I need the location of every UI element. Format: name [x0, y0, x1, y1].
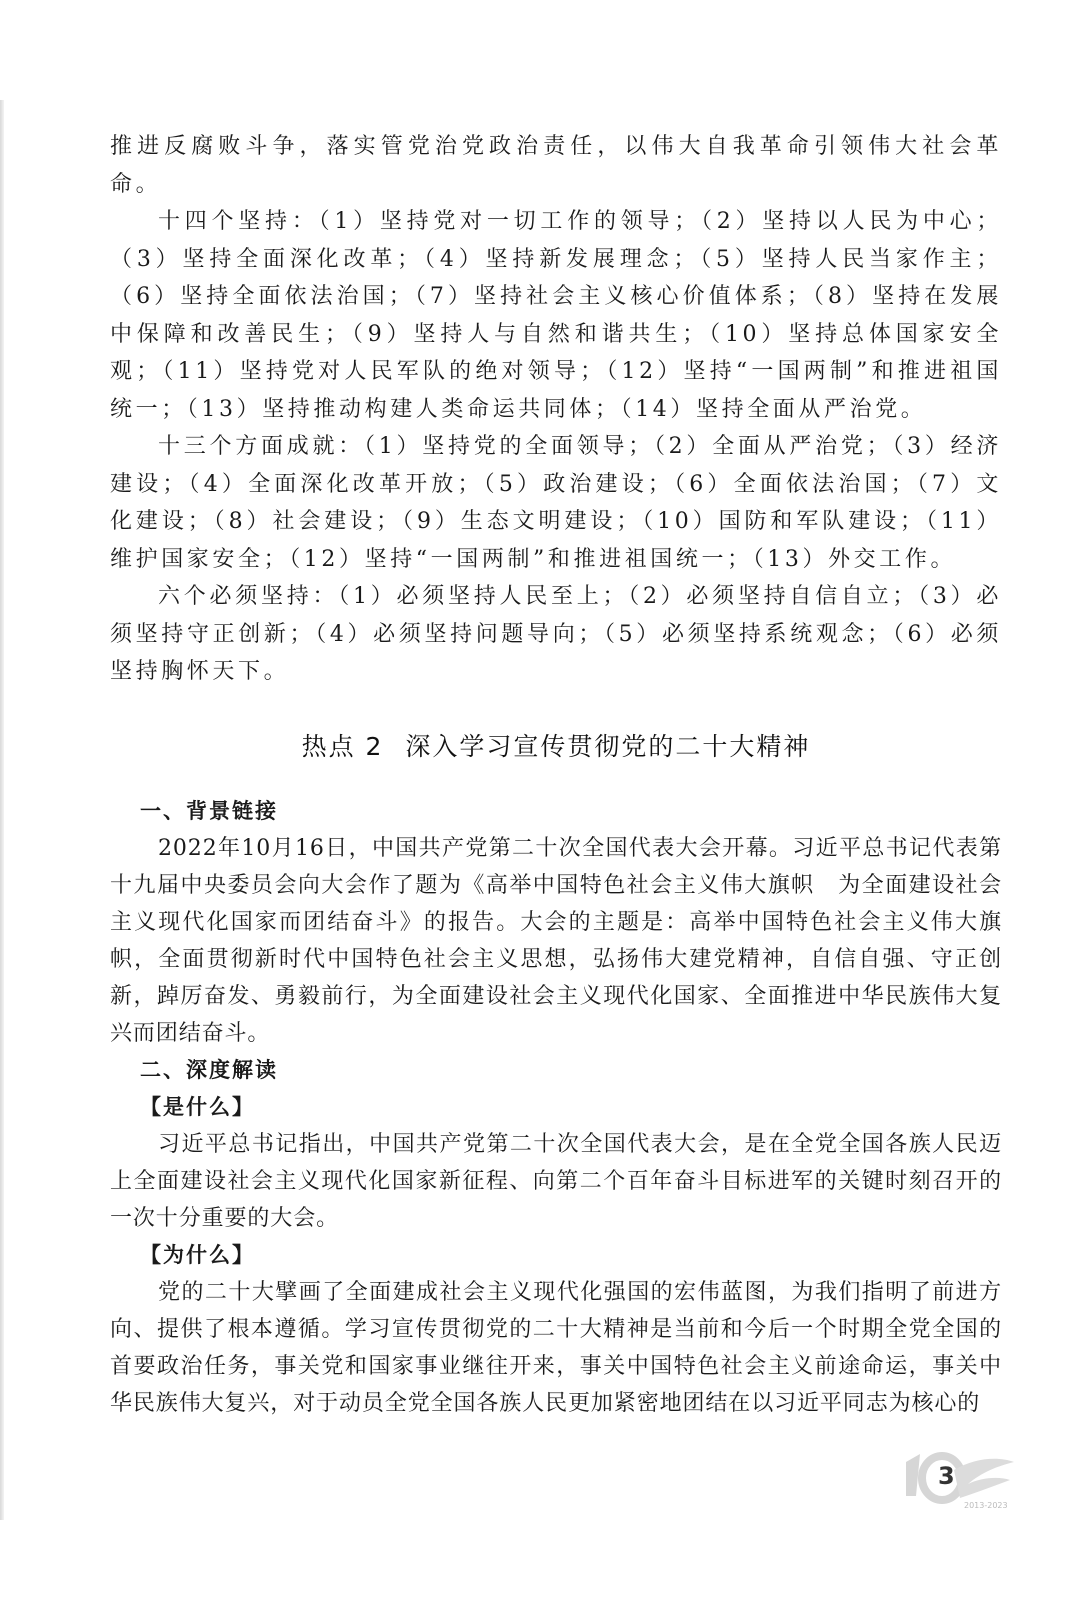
logo-years: 2013-2023	[964, 1501, 1008, 1510]
hotspot-title: 深入学习宣传贯彻党的二十大精神	[405, 731, 811, 761]
logo-numeral-one	[906, 1454, 920, 1496]
document-page	[110, 128, 1002, 1422]
fourteen-adherences-paragraph: 十四个坚持：（1）坚持党对一切工作的领导；（2）坚持以人民为中心；（3）坚持全面深化改革；（4）坚持新发展理念；（5）坚持人民当家作主；（6）坚持全面依法治国；（7）坚持社会主义核心价值体系；（8）坚持在发展中保障和改善民生；（9）坚持人与自然和谐共生；（10）坚持总体国家安全观；（11）坚持党对人民军队的绝对领导；（12）坚持“一国两制”和推进祖国统一；（13）坚持推动构建人类命运共同体；（14）坚持全面从严治党。	[110, 209, 1002, 422]
background-paragraph: 2022年10月16日，中国共产党第二十次全国代表大会开幕。习近平总书记代表第十九届中央委员会向大会作了题为《高举中国特色社会主义伟大旗帜 为全面建设社会主义现代化国家而团结奋斗》的报告。大会的主题是：高举中国特色社会主义伟大旗帜，全面贯彻新时代中国特色社会主义思想，弘扬伟大建党精神，自信自强、守正创新，踔厉奋发、勇毅前行，为全面建设社会主义现代化国家、全面推进中华民族伟大复兴而团结奋斗。	[110, 835, 1002, 1046]
section-title-background: 一、背景链接	[140, 798, 278, 823]
section-title-deep-reading: 二、深度解读	[140, 1057, 278, 1082]
why-label: 【为什么】	[140, 1242, 255, 1267]
what-label: 【是什么】	[140, 1094, 255, 1119]
continuation-paragraph: 推进反腐败斗争，落实管党治党政治责任，以伟大自我革命引领伟大社会革命。	[110, 134, 1002, 197]
what-paragraph: 习近平总书记指出，中国共产党第二十次全国代表大会，是在全党全国各族人民迈上全面建设社会主义现代化国家新征程、向第二个百年奋斗目标进军的关键时刻召开的一次十分重要的大会。	[110, 1131, 1002, 1231]
why-paragraph: 党的二十大擘画了全面建成社会主义现代化强国的宏伟蓝图，为我们指明了前进方向、提供了根本遵循。学习宣传贯彻党的二十大精神是当前和今后一个时期全党全国的首要政治任务，事关党和国家事业继往开来，事关中国特色社会主义前途命运，事关中华民族伟大复兴，对于动员全党全国各族人民更加紧密地团结在以习近平同志为核心的	[110, 1279, 1002, 1416]
page-edge-shadow	[0, 100, 4, 1520]
hotspot-heading	[110, 727, 1002, 763]
page-number: 3	[938, 1462, 955, 1490]
hotspot-number: 热点 2	[301, 731, 384, 761]
six-musts-paragraph: 六个必须坚持：（1）必须坚持人民至上；（2）必须坚持自信自立；（3）必须坚持守正创新；（4）必须坚持问题导向；（5）必须坚持系统观念；（6）必须坚持胸怀天下。	[110, 584, 1002, 684]
thirteen-achievements-paragraph: 十三个方面成就：（1）坚持党的全面领导；（2）全面从严治党；（3）经济建设；（4）全面深化改革开放；（5）政治建设；（6）全面依法治国；（7）文化建设；（8）社会建设；（9）生态文明建设；（10）国防和军队建设；（11）维护国家安全；（12）坚持“一国两制”和推进祖国统一；（13）外交工作。	[110, 434, 1002, 572]
logo-wing	[954, 1459, 1014, 1498]
tenth-anniversary-logo	[898, 1448, 1016, 1510]
